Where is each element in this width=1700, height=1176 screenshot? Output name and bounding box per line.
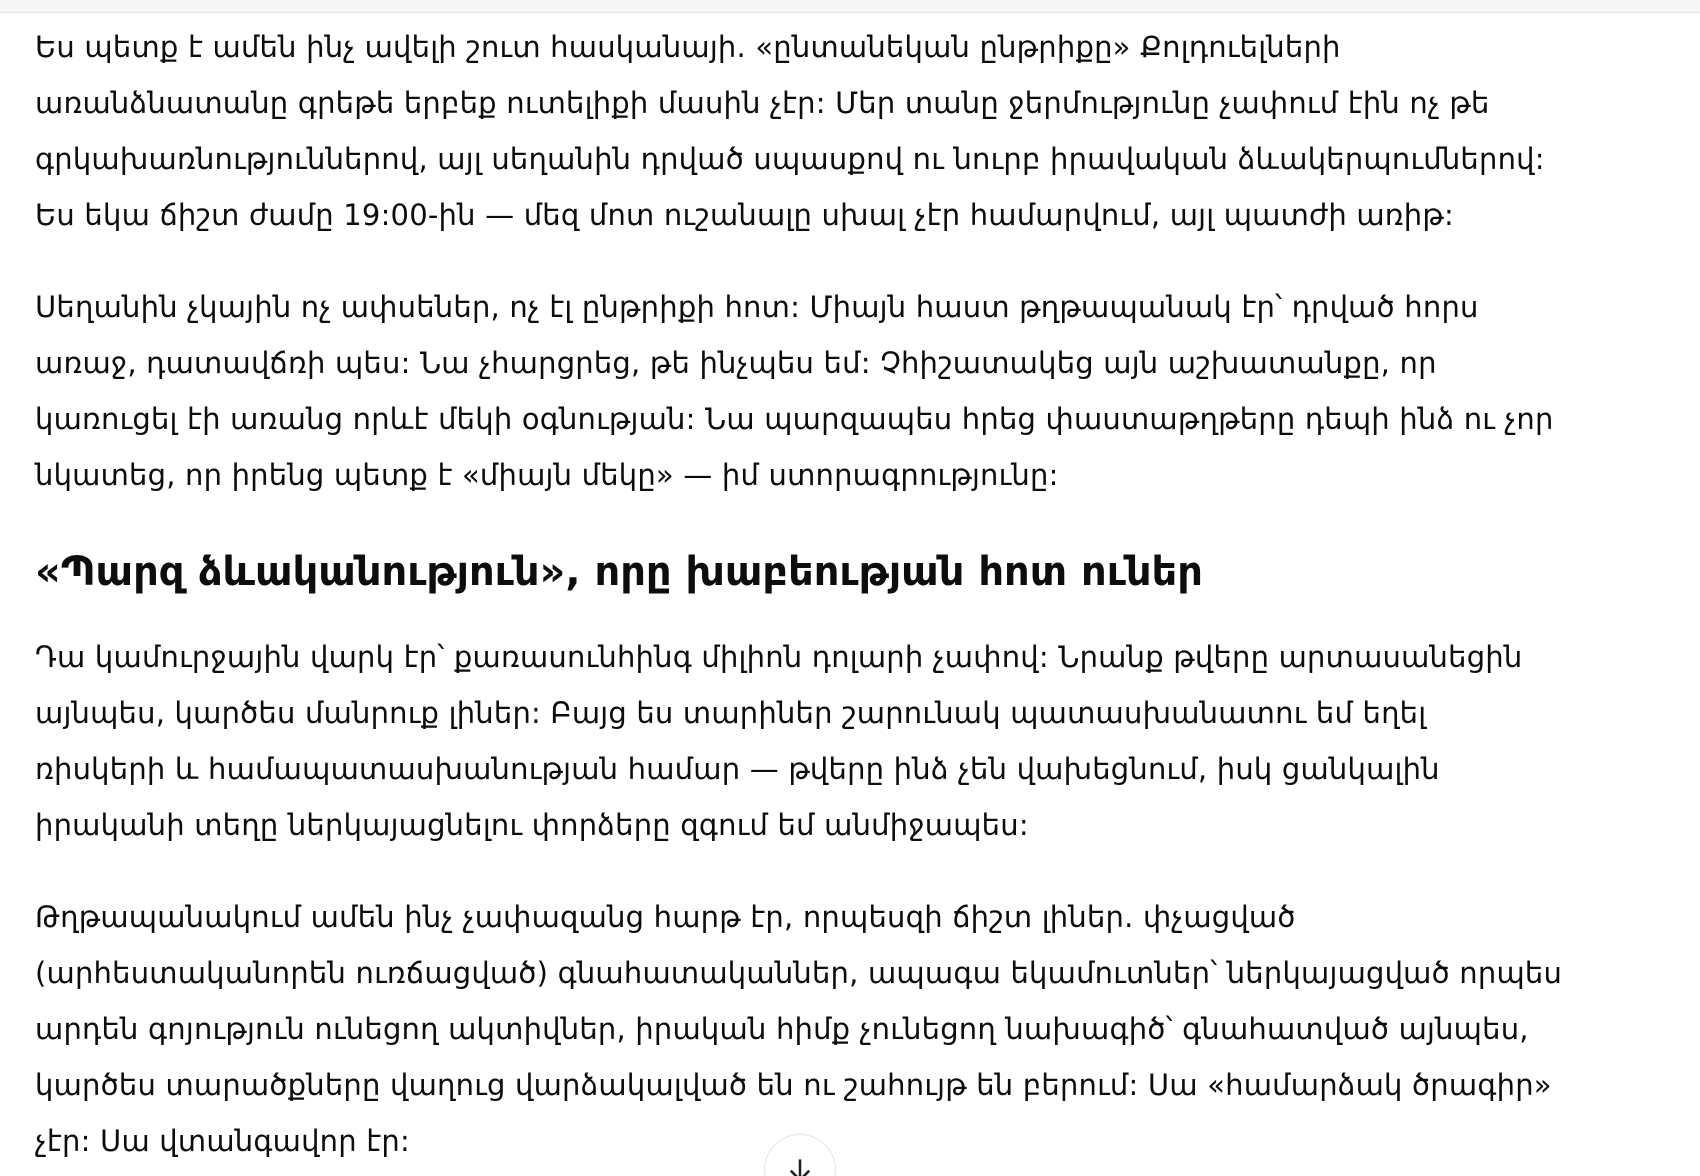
story-paragraph-4: Թղթապանակում ամեն ինչ չափազանց հարթ էր, որպեսզի ճիշտ լիներ. փչացված (արհեստականորեն ուռճացված) գնահատականներ, ապագա եկամուտներ՝ ներկայացված որպես արդեն գոյություն ունեցող ակտիվներ, իրական հիմք չունեցող նախագիծ՝ գնահատված այնպես, կարծես տարածքները վաղուց վարձակալված են ու շահույթ են բերում: Սա «համարձակ ծրագիր» չէր: Սա վտանգավոր էր: bbox=[35, 900, 1563, 1158]
top-divider bbox=[0, 0, 1700, 13]
story-paragraph-2: Սեղանին չկային ոչ ափսեներ, ոչ էլ ընթրիքի հոտ: Միայն հաստ թղթապանակ էր՝ դրված հորս առաջ, դատավճռի պես: Նա չհարցրեց, թե ինչպես եմ: Չհիշատակեց այն աշխատանքը, որ կառուցել էի առանց որևէ մեկի օգնության: Նա պարզապես հրեց փաստաթղթերը դեպի ինձ ու չոր նկատեց, որ իրենց պետք է «միայն մեկը» — իմ ստորագրությունը: bbox=[35, 290, 1554, 492]
arrow-down-icon bbox=[783, 1153, 817, 1176]
section-heading: «Պարզ ձևականություն», որը խաբեության հոտ ուներ bbox=[35, 549, 1203, 595]
story-paragraph-1: Ես պետք է ամեն ինչ ավելի շուտ հասկանայի. «ընտանեկան ընթրիքը» Քոլդուելների առանձնատանը գրեթե երբեք ուտելիքի մասին չէր: Մեր տանը ջերմությունը չափում էին ոչ թե գրկախառնություններով, այլ սեղանին դրված սպասքով ու նուրբ իրավական ձևակերպումներով: Ես եկա ճիշտ ժամը 19:00-ին — մեզ մոտ ուշանալը սխալ չէր համարվում, այլ պատժի առիթ: bbox=[35, 30, 1545, 232]
story-paragraph-3: Դա կամուրջային վարկ էր՝ քառասունհինգ միլիոն դոլարի չափով: Նրանք թվերը արտասանեցին այնպես, կարծես մանրուք լիներ: Բայց ես տարիներ շարունակ պատասխանատու եմ եղել ռիսկերի և համապատասխանության համար — թվերը ինձ չեն վախեցնում, իսկ ցանկալին իրականի տեղը ներկայացնելու փորձերը զգում եմ անմիջապես: bbox=[35, 640, 1523, 842]
assistant-message bbox=[35, 13, 1565, 1176]
